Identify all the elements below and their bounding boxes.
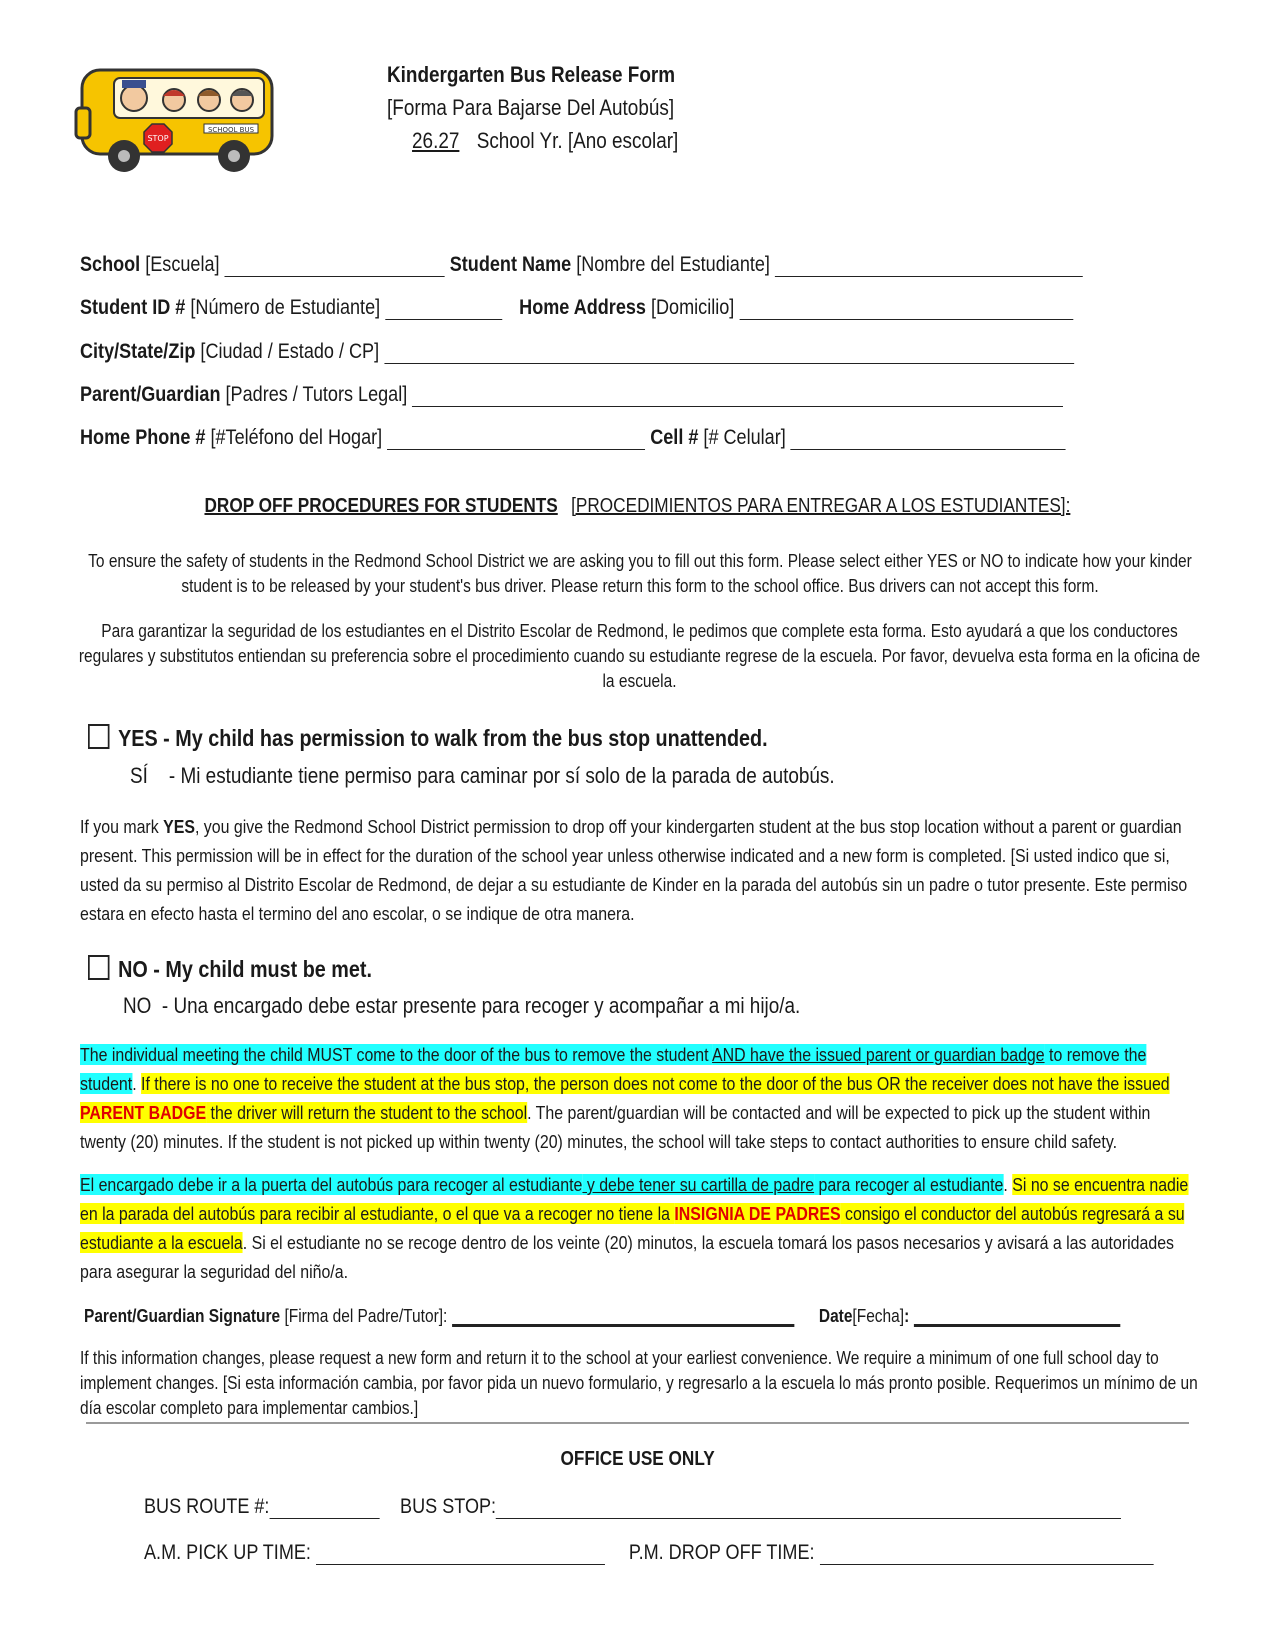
- school-year-value: 26.27: [412, 128, 460, 153]
- insignia-alert: INSIGNIA DE PADRES: [674, 1203, 841, 1224]
- no-checkbox[interactable]: [88, 955, 110, 980]
- no-body-es: El encargado debe ir a la puerta del autobús para recoger al estudiante y debe tener su cartilla de padre para recoger al estudiante. Si no se encuentra nadie en la parada del autobús para recibir al estudiante, o el que va a recoger no tiene la INSIGNIA DE PADRES consigo el conductor del autobús regresará a su estudiante a la escuela. Si el estudiante no se recoge dentro de los veinte (20) minutos, la escuela tomará los pasos necesarios y avisará a las autoridades para asegurar la seguridad del niño/a.: [80, 1174, 1189, 1282]
- school-year-label: School Yr. [Ano escolar]: [476, 128, 679, 153]
- section-divider: [86, 1422, 1189, 1424]
- student-name-es: [Nombre del Estudiante]: [576, 253, 770, 276]
- home-phone-field[interactable]: [387, 431, 645, 450]
- city-label: City/State/Zip: [80, 340, 196, 363]
- cell-es: [# Celular]: [703, 426, 786, 449]
- svg-text:STOP: STOP: [147, 134, 169, 143]
- office-row-2: [144, 1541, 1153, 1565]
- student-name-field[interactable]: [775, 258, 1083, 277]
- no-label: NO - My child must be met.: [118, 956, 372, 982]
- no-option: [88, 955, 372, 983]
- yes-label-es: SÍ - Mi estudiante tiene permiso para caminar por sí solo de la parada de autobús.: [130, 763, 835, 788]
- student-id-label: Student ID #: [80, 296, 186, 319]
- cell-field[interactable]: [791, 431, 1066, 450]
- svg-text:SCHOOL BUS: SCHOOL BUS: [207, 126, 255, 134]
- parent-label: Parent/Guardian: [80, 383, 221, 406]
- home-address-es: [Domicilio]: [650, 296, 735, 319]
- yes-option: [88, 724, 768, 752]
- bus-route-field[interactable]: [269, 1500, 379, 1519]
- school-label: School: [80, 253, 141, 276]
- changes-note: If this information changes, please request a new form and return it to the school at your earliest convenience. We require a minimum of one full school day to implement changes. [Si esta información cambia, por favor pida un nuevo formulario, y regresarlo a la escuela lo más pronto posible. Requerimos un mínimo de un día escolar completo para implementar cambios.]: [80, 1348, 1198, 1418]
- yes-bold: YES: [163, 816, 195, 837]
- signature-row: Parent/Guardian Signature [Firma del Padre/Tutor]: Date[Fecha]:: [84, 1306, 1120, 1327]
- school-bus-illustration: [74, 56, 284, 176]
- row-city: [80, 340, 1074, 364]
- no-label-es: NO - Una encargado debe estar presente para recoger y acompañar a mi hijo/a.: [123, 993, 801, 1018]
- student-id-field[interactable]: [385, 301, 502, 320]
- bus-route-label: BUS ROUTE #:: [144, 1495, 270, 1518]
- city-es: [Ciudad / Estado / CP]: [200, 340, 380, 363]
- pm-dropoff-field[interactable]: [820, 1546, 1154, 1565]
- bus-stop-field[interactable]: [496, 1500, 1121, 1519]
- pm-dropoff-label: P.M. DROP OFF TIME:: [628, 1541, 815, 1564]
- am-pickup-field[interactable]: [316, 1546, 605, 1565]
- yes-label: YES - My child has permission to walk from the bus stop unattended.: [118, 725, 768, 751]
- office-row-1: [144, 1495, 1121, 1519]
- row-phone: [80, 426, 1066, 450]
- home-address-label: Home Address: [519, 296, 646, 319]
- student-id-es: [Número de Estudiante]: [190, 296, 381, 319]
- cell-label: Cell #: [650, 426, 699, 449]
- bus-stop-label: BUS STOP:: [400, 1495, 497, 1518]
- form-subtitle: [Forma Para Bajarse Del Autobús]: [387, 95, 675, 120]
- procedures-heading-en: DROP OFF PROCEDURES FOR STUDENTS: [204, 495, 558, 517]
- student-name-label: Student Name: [449, 253, 572, 276]
- date-label-es: [Fecha]: [852, 1306, 905, 1326]
- school-field[interactable]: [225, 258, 445, 277]
- no-body-en: The individual meeting the child MUST come to the door of the bus to remove the student AND have the issued parent or guardian badge to remove the student. If there is no one to receive the student at the bus stop, the person does not come to the door of the bus OR the receiver does not have the issued PARENT BADGE the driver will return the student to the school. The parent/guardian will be contacted and will be expected to pick up the student within twenty (20) minutes. If the student is not picked up within twenty (20) minutes, the school will take steps to contact authorities to ensure child safety.: [80, 1044, 1170, 1152]
- office-heading: OFFICE USE ONLY: [560, 1448, 715, 1470]
- parent-badge-alert: PARENT BADGE: [80, 1102, 207, 1123]
- procedures-heading: [0, 495, 1275, 518]
- date-field[interactable]: [914, 1310, 1120, 1327]
- am-pickup-label: A.M. PICK UP TIME:: [144, 1541, 311, 1564]
- row-student-id: [80, 296, 1073, 320]
- parent-es: [Padres / Tutors Legal]: [225, 383, 408, 406]
- row-school: [80, 253, 1083, 277]
- row-parent: [80, 383, 1063, 407]
- yes-checkbox[interactable]: [88, 724, 110, 749]
- school-es: [Escuela]: [145, 253, 220, 276]
- intro-en: To ensure the safety of students in the Redmond School District we are asking you to fill out this form. Please select either YES or NO to indicate how your kinder student is to be released by your student's bus driver. Please return this form to the school office. Bus drivers can not accept this form.: [88, 551, 1192, 596]
- home-phone-label: Home Phone #: [80, 426, 206, 449]
- signature-label-es: [Firma del Padre/Tutor]:: [284, 1306, 448, 1326]
- procedures-heading-es: [PROCEDIMIENTOS PARA ENTREGAR A LOS ESTUDIANTES]:: [571, 495, 1071, 517]
- date-label: Date: [818, 1306, 853, 1326]
- home-address-field[interactable]: [739, 301, 1073, 320]
- signature-label: Parent/Guardian Signature: [84, 1306, 281, 1326]
- yes-body: If you mark YES, you give the Redmond School District permission to drop off your kindergarten student at the bus stop location without a parent or guardian present. This permission will be in effect for the duration of the school year unless otherwise indicated and a new form is completed. [Si usted indico que si, usted da su permiso al Distrito Escolar de Redmond, de dejar a su estudiante de Kinder en la parada del autobús sin un padre o tutor presente. Este permiso estara en efecto hasta el termino del ano escolar, o se indique de otra manera.: [80, 816, 1188, 924]
- parent-field[interactable]: [412, 388, 1063, 407]
- signature-field[interactable]: [452, 1310, 794, 1327]
- home-phone-es: [#Teléfono del Hogar]: [210, 426, 383, 449]
- school-year: [400, 128, 678, 154]
- form-title: Kindergarten Bus Release Form: [387, 62, 676, 87]
- city-field[interactable]: [384, 345, 1074, 364]
- intro-es: Para garantizar la seguridad de los estudiantes en el Distrito Escolar de Redmond, le pedimos que complete esta forma. Esto ayudará a que los conductores regulares y substitutos entiendan su preferencia sobre el procedimiento cuando su estudiante regrese de la escuela. Por favor, devuelva esta forma en la oficina de la escuela.: [78, 621, 1201, 691]
